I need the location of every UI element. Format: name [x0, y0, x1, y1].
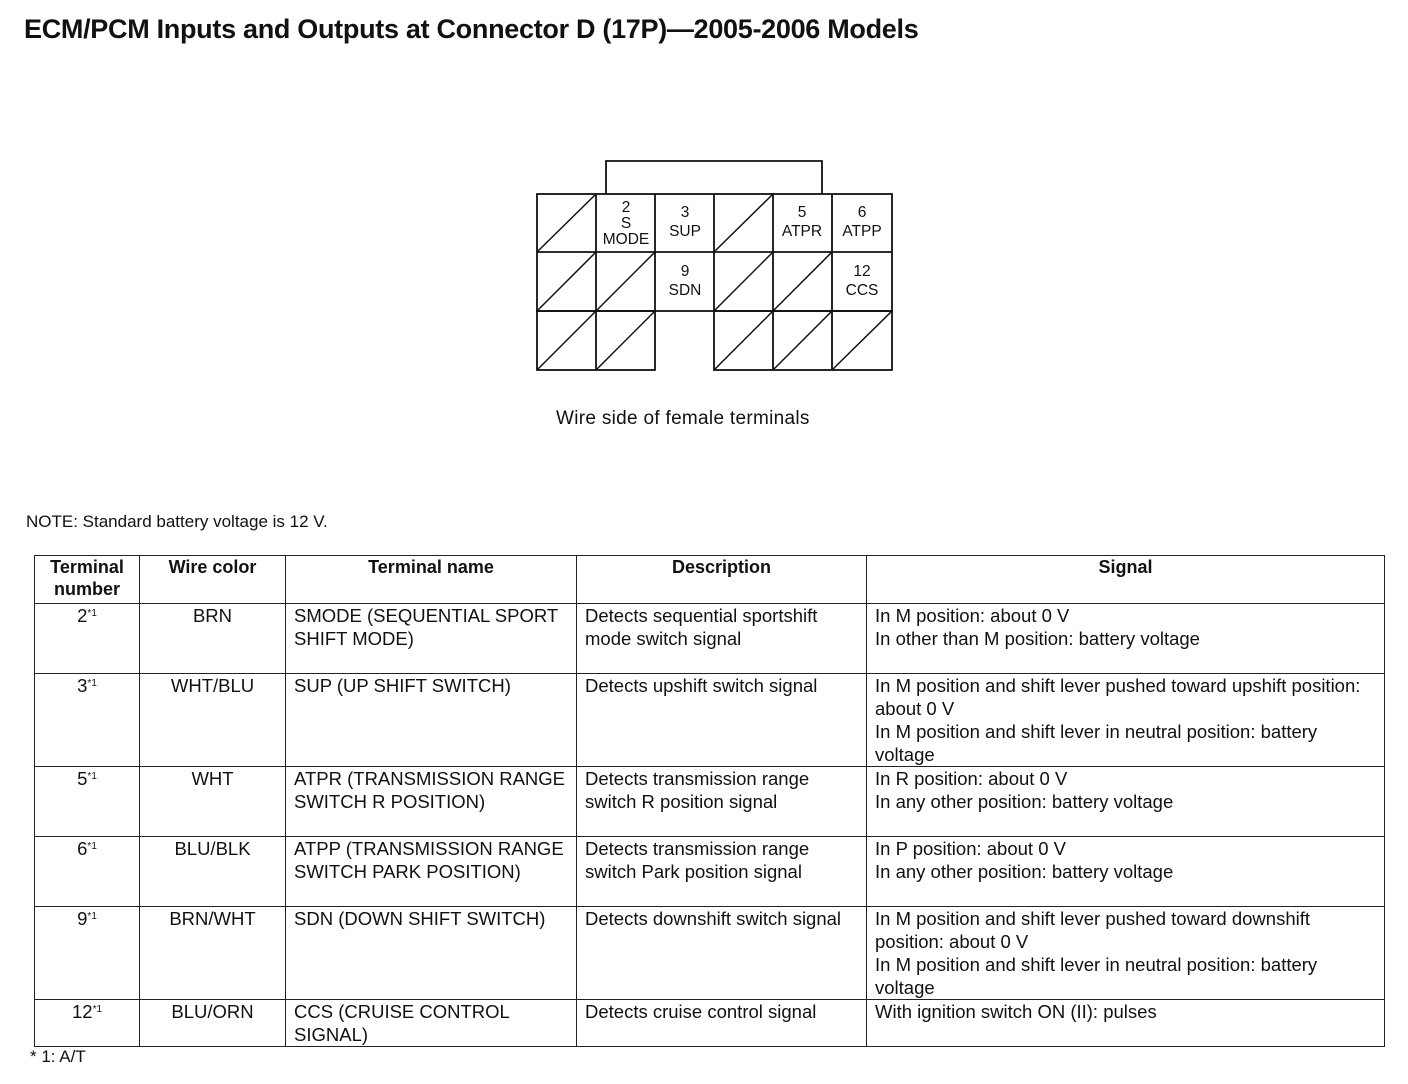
header-terminal-name: Terminal name	[286, 556, 577, 604]
empty-cavity-8	[597, 253, 654, 310]
wire-color-cell: WHT	[140, 767, 286, 837]
terminal-table	[34, 555, 1385, 1047]
description-cell: Detects upshift switch signal	[577, 674, 867, 767]
terminal-2-label-1: S	[620, 215, 632, 232]
terminal-2-number: 2	[621, 199, 631, 216]
battery-note: NOTE: Standard battery voltage is 12 V.	[26, 512, 328, 531]
connector-diagram	[0, 0, 1408, 460]
terminal-9-number: 9	[680, 263, 690, 280]
terminal-number-cell: 3$^{*1}$	[35, 674, 140, 767]
terminal-3	[669, 204, 701, 240]
empty-cavity-7	[538, 253, 595, 310]
table-row	[35, 1000, 1385, 1047]
signal-cell: With ignition switch ON (II): pulses	[867, 1000, 1385, 1047]
terminal-name-cell: CCS (CRUISE CONTROL SIGNAL)	[286, 1000, 577, 1047]
table-row	[35, 604, 1385, 674]
terminal-5	[782, 204, 822, 240]
signal-cell: In M position and shift lever pushed toward upshift position: about 0 V In M position and shift lever in neutral position: battery voltage	[867, 674, 1385, 767]
terminal-9	[669, 263, 702, 299]
wire-color-cell: BRN/WHT	[140, 907, 286, 1000]
connector-caption: Wire side of female terminals	[556, 408, 810, 429]
table-row	[35, 674, 1385, 767]
empty-cavity-1	[538, 195, 595, 251]
terminal-number-cell: 9$^{*1}$	[35, 907, 140, 1000]
terminal-3-label: SUP	[669, 223, 701, 240]
terminal-12-number: 12	[853, 263, 871, 280]
header-terminal-number: Terminal number	[35, 556, 140, 604]
terminal-number-cell: 6$^{*1}$	[35, 837, 140, 907]
empty-cavity-4	[715, 195, 772, 251]
terminal-number-cell: 12$^{*1}$	[35, 1000, 140, 1047]
terminal-6	[842, 204, 881, 240]
terminal-number-cell: 2$^{*1}$	[35, 604, 140, 674]
signal-cell: In R position: about 0 V In any other position: battery voltage	[867, 767, 1385, 837]
description-cell: Detects cruise control signal	[577, 1000, 867, 1047]
wire-color-cell: BLU/ORN	[140, 1000, 286, 1047]
header-description: Description	[577, 556, 867, 604]
description-cell: Detects transmission range switch Park position signal	[577, 837, 867, 907]
wire-color-cell: BRN	[140, 604, 286, 674]
table-row	[35, 837, 1385, 907]
signal-cell: In P position: about 0 V In any other position: battery voltage	[867, 837, 1385, 907]
terminal-6-number: 6	[857, 204, 867, 221]
empty-cavity-10	[715, 253, 772, 310]
description-cell: Detects transmission range switch R position signal	[577, 767, 867, 837]
terminal-9-label: SDN	[668, 282, 702, 299]
connector-lock-tab	[606, 161, 822, 194]
empty-cavity-15	[715, 312, 772, 369]
table-row	[35, 907, 1385, 1000]
terminal-2-label-2: MODE	[602, 231, 650, 248]
wire-color-cell: WHT/BLU	[140, 674, 286, 767]
terminal-number-cell: 5$^{*1}$	[35, 767, 140, 837]
empty-cavity-13	[538, 312, 595, 369]
terminal-name-cell: SMODE (SEQUENTIAL SPORT SHIFT MODE)	[286, 604, 577, 674]
terminal-name-cell: ATPP (TRANSMISSION RANGE SWITCH PARK POSITION)	[286, 837, 577, 907]
empty-cavity-11	[774, 253, 831, 310]
terminal-name-cell: SUP (UP SHIFT SWITCH)	[286, 674, 577, 767]
table-row	[35, 767, 1385, 837]
terminal-name-cell: ATPR (TRANSMISSION RANGE SWITCH R POSITION)	[286, 767, 577, 837]
header-wire-color: Wire color	[140, 556, 286, 604]
signal-cell: In M position and shift lever pushed toward downshift position: about 0 V In M position and shift lever in neutral position: battery voltage	[867, 907, 1385, 1000]
header-signal: Signal	[867, 556, 1385, 604]
terminal-3-number: 3	[680, 204, 690, 221]
description-cell: Detects sequential sportshift mode switch signal	[577, 604, 867, 674]
terminal-6-label: ATPP	[842, 223, 882, 240]
terminal-2	[603, 199, 650, 248]
signal-cell: In M position: about 0 V In other than M position: battery voltage	[867, 604, 1385, 674]
page-title: ECM/PCM Inputs and Outputs at Connector D (17P)—2005-2006 Models	[24, 14, 919, 44]
description-cell: Detects downshift switch signal	[577, 907, 867, 1000]
empty-cavity-14	[597, 312, 654, 369]
footnote: * 1: A/T	[30, 1047, 86, 1066]
terminal-12	[846, 263, 879, 299]
terminal-name-cell: SDN (DOWN SHIFT SWITCH)	[286, 907, 577, 1000]
terminal-5-label: ATPR	[781, 223, 823, 240]
wire-color-cell: BLU/BLK	[140, 837, 286, 907]
empty-cavity-17	[833, 312, 891, 369]
terminal-5-number: 5	[797, 204, 807, 221]
terminal-12-label: CCS	[845, 282, 879, 299]
empty-cavity-16	[774, 312, 831, 369]
table-header-row	[35, 556, 1385, 604]
